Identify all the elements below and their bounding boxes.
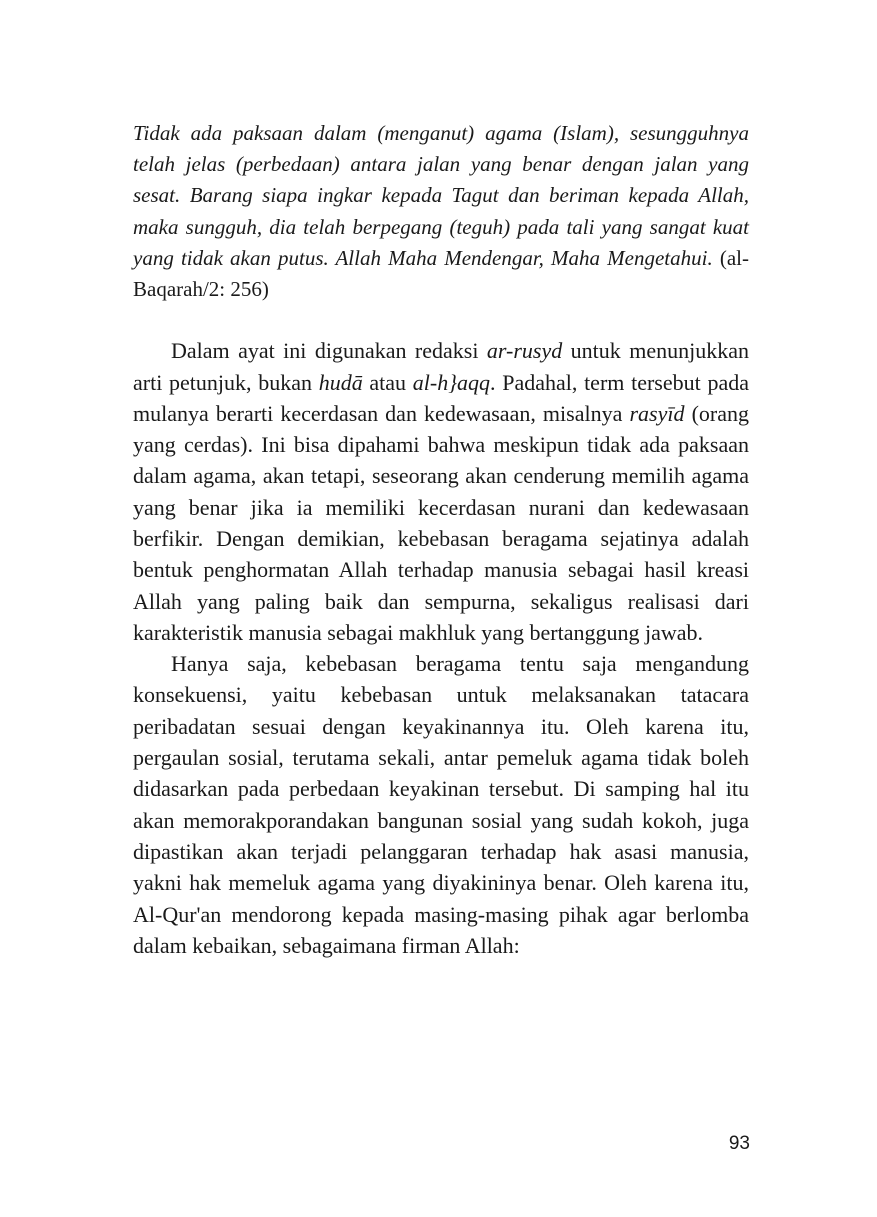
- paragraph-1-text-b: untuk menunjukkan arti petunjuk, bukan: [133, 338, 749, 395]
- paragraph-2: Hanya saja, kebebasan beragama tentu saja mengandung konsekuensi, yaitu kebebasan untuk melaksanakan tatacara peribadatan sesuai dengan keyakinannya itu. Oleh karena itu, pergaulan sosial, terutama sekali, antar pemeluk agama tidak boleh didasarkan pada perbedaan keyakinan tersebut. Di samping hal itu akan memorakporandakan bangunan sosial yang sudah kokoh, juga dipastikan akan terjadi pelanggaran terhadap hak asasi manusia, yakni hak memeluk agama yang diyakininya benar. Oleh karena itu, Al-Qur'an mendorong kepada masing-masing pihak agar berlomba dalam kebaikan, sebagaimana firman Allah:: [133, 651, 749, 958]
- paragraph-1: [133, 335, 749, 648]
- paragraph-1-text-c: atau: [362, 369, 413, 395]
- quote-citation: (al-Baqarah/2: 256): [133, 245, 749, 302]
- term-huda: hudā: [318, 369, 363, 395]
- paragraph-1-text-a: Dalam ayat ini digunakan redaksi: [171, 338, 487, 364]
- term-rasyid: rasyīd: [629, 400, 685, 426]
- quran-translation-quote: [133, 118, 749, 305]
- page-body: [133, 118, 749, 961]
- term-ar-rusyd: ar-rusyd: [486, 338, 563, 364]
- page-number: 93: [728, 1133, 750, 1154]
- paragraph-1-text-d: . Padahal, term tersebut pada mulanya berarti kecerdasan dan kedewasaan, misalnya: [133, 369, 749, 426]
- term-al-haqq: al-h}aqq: [412, 369, 491, 395]
- paragraph-1-text-e: (orang yang cerdas). Ini bisa dipahami bahwa meskipun tidak ada paksaan dalam agama, akan tetapi, seseorang akan cenderung memilih agama yang benar jika ia memiliki kecerdasan nurani dan kedewasaan berfikir. Dengan demikian, kebebasan beragama sejatinya adalah bentuk penghormatan Allah terhadap manusia sebagai hasil kreasi Allah yang paling baik dan sempurna, sekaligus realisasi dari karakteristik manusia sebagai makhluk yang bertanggung jawab.: [133, 400, 749, 645]
- quote-text: Tidak ada paksaan dalam (menganut) agama (Islam), sesungguhnya telah jelas (perbedaan) antara jalan yang benar dengan jalan yang sesat. Barang siapa ingkar kepada Tagut dan beriman kepada Allah, maka sungguh, dia telah berpegang (teguh) pada tali yang sangat kuat yang tidak akan putus. Allah Maha Mendengar, Maha Mengetahui.: [133, 121, 749, 270]
